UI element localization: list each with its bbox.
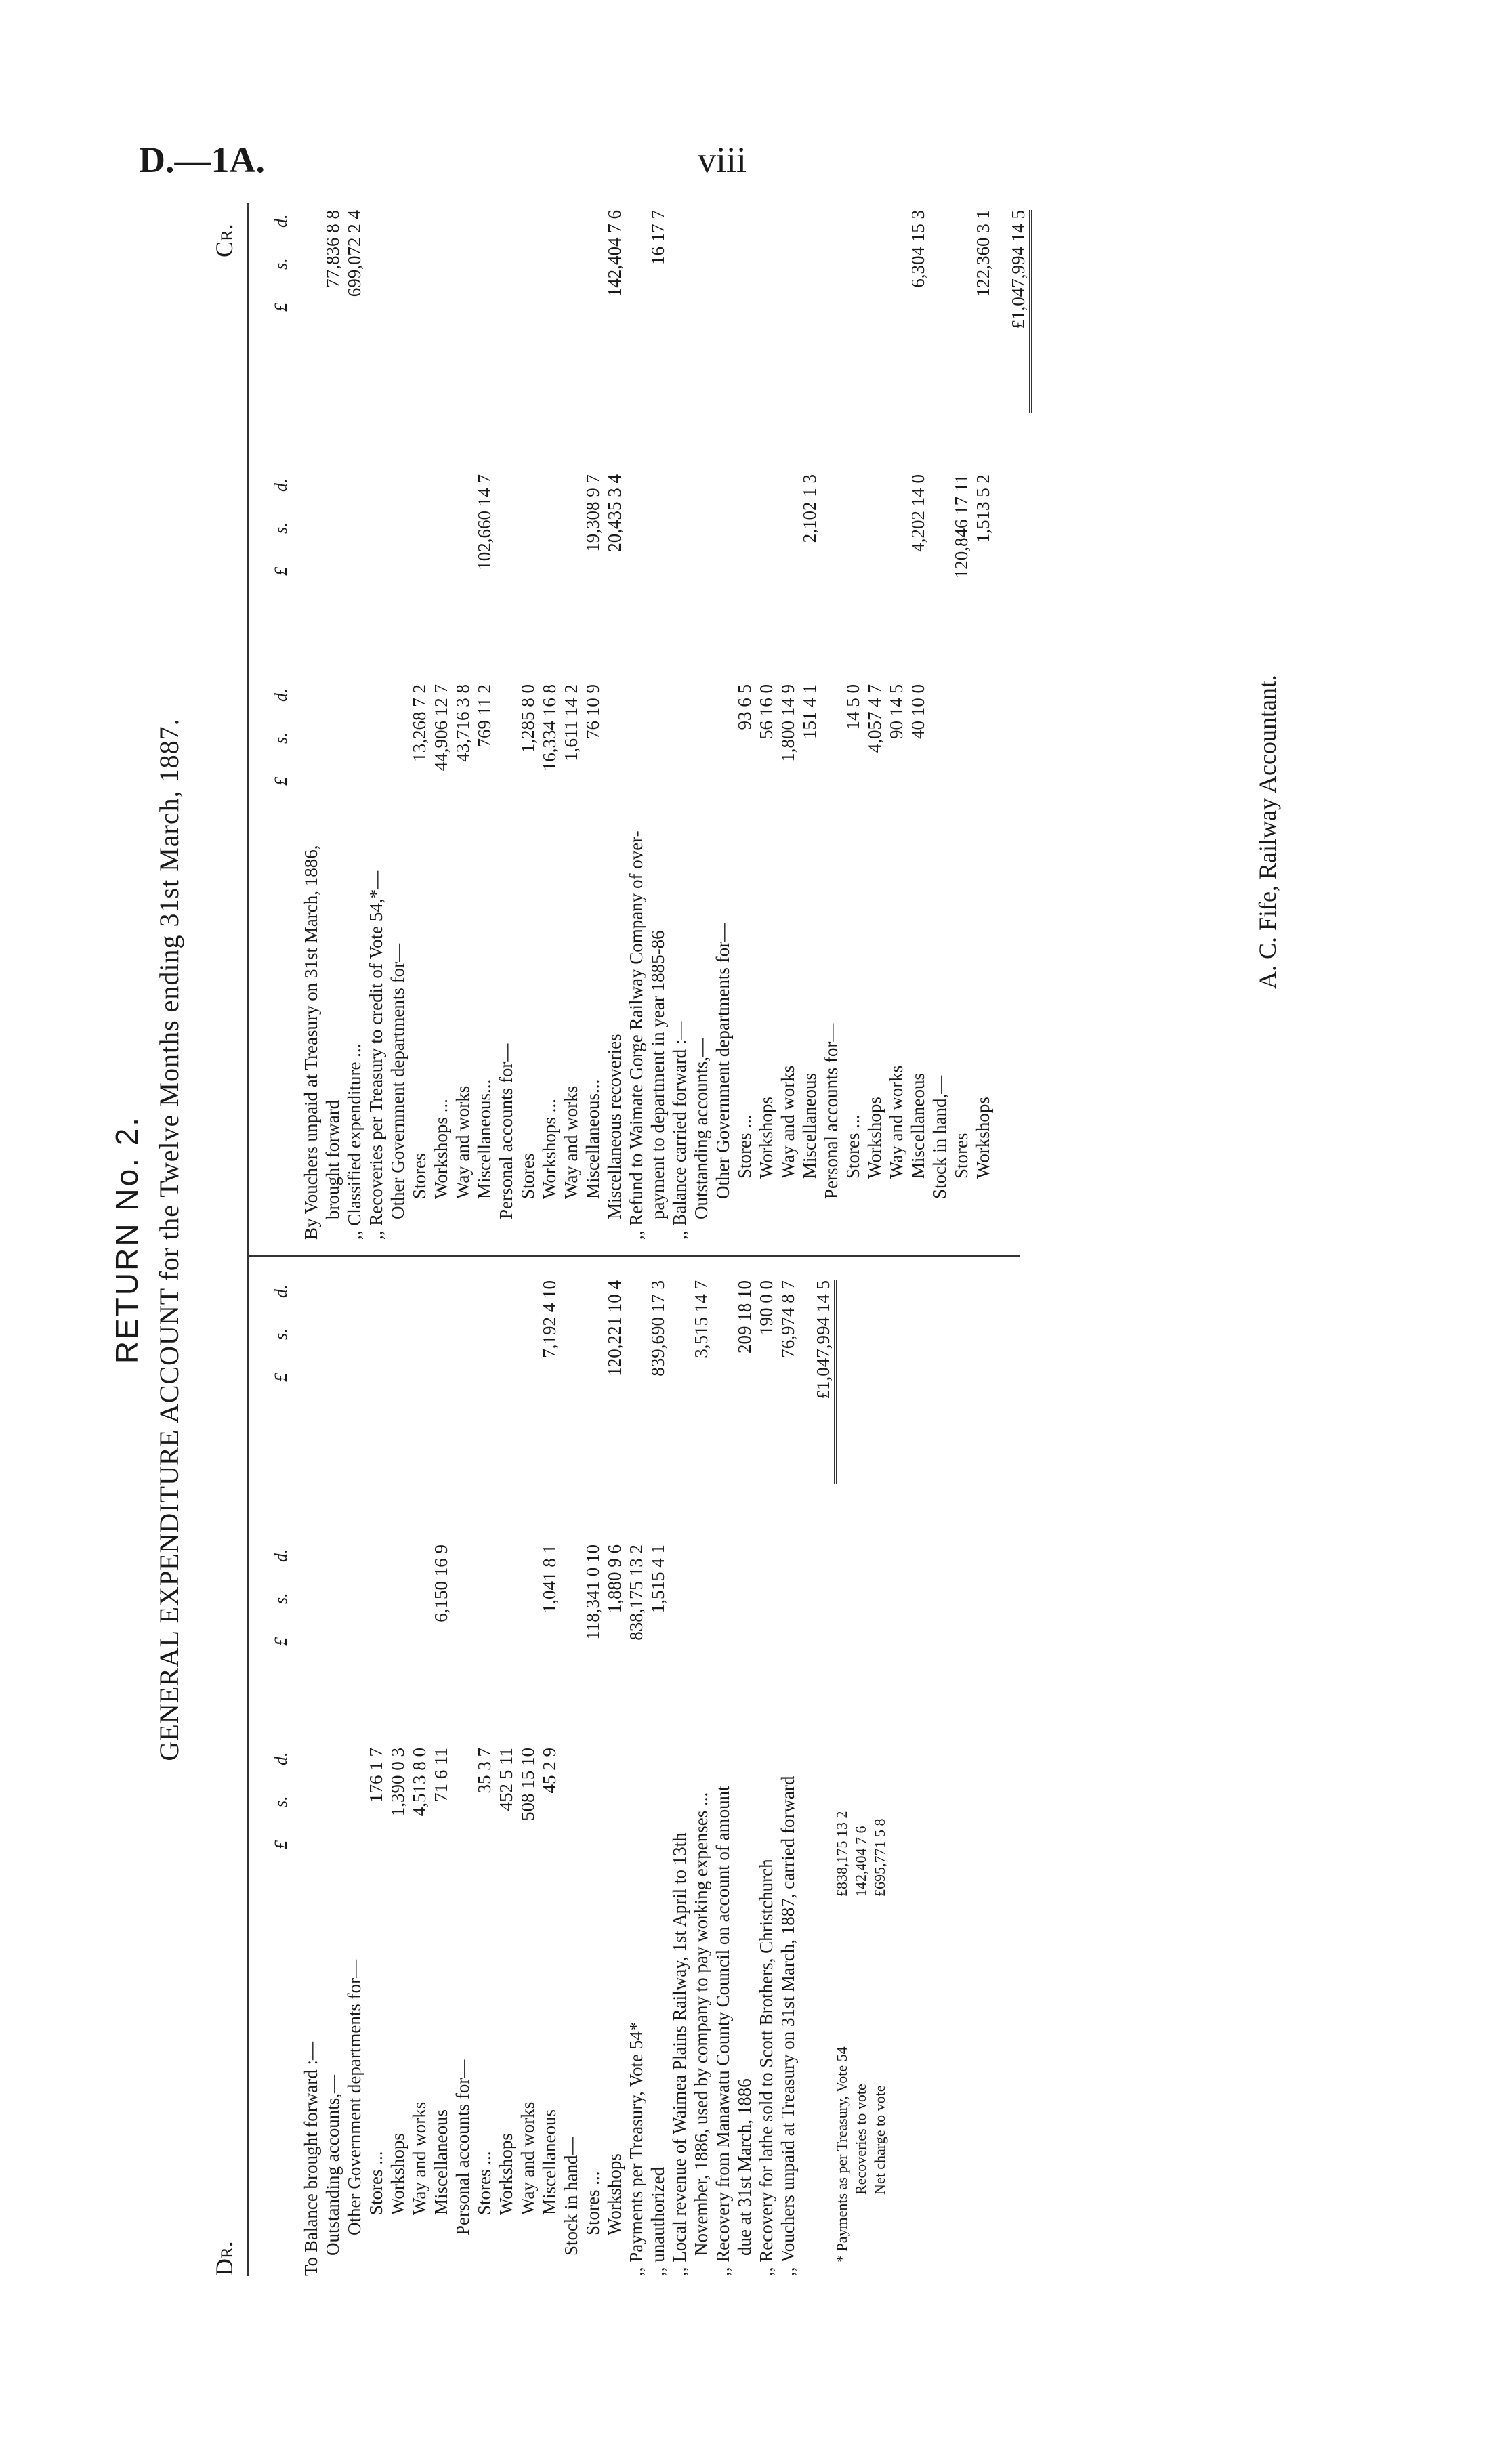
dr-col-heading: s. xyxy=(271,1796,291,1807)
cr-amount: 699,072 2 4 xyxy=(344,210,364,297)
cr-amount: 13,268 7 2 xyxy=(409,684,429,762)
dr-amount: 118,341 0 10 xyxy=(583,1544,603,1640)
cr-row-label: ,, Classified expenditure ... xyxy=(344,1043,364,1240)
dr-footnote-label: Recoveries to vote xyxy=(852,2084,869,2195)
cr-row-label: Way and works xyxy=(453,1085,473,1199)
dr-row-label: Other Government departments for— xyxy=(344,1959,364,2235)
cr-amount: 44,906 12 7 xyxy=(431,684,451,772)
cr-amount: 4,202 14 0 xyxy=(908,474,928,552)
dr-row-label: Miscellaneous xyxy=(539,2109,560,2215)
dr-amount: 4,513 8 0 xyxy=(409,1748,429,1817)
dr-amount: 1,880 9 6 xyxy=(604,1544,625,1614)
return-title: RETURN No. 2. xyxy=(109,1115,144,1364)
cr-amount: 4,057 4 7 xyxy=(864,684,885,753)
dr-row-label: Stores ... xyxy=(474,2151,495,2215)
dr-row-label: Workshops xyxy=(387,2133,408,2215)
expenditure-account-sheet xyxy=(108,203,1321,2276)
dr-col-heading: s. xyxy=(271,1593,291,1604)
cr-amount: 6,304 15 3 xyxy=(908,210,928,288)
cr-row-label: Stores xyxy=(518,1153,538,1199)
dr-amount: 120,221 10 4 xyxy=(604,1280,625,1376)
dr-col-heading: d. xyxy=(271,1549,291,1562)
cr-row-label: Stores xyxy=(409,1153,429,1199)
dr-footnote-label: Net charge to vote xyxy=(871,2085,888,2195)
cr-row-label: Way and works xyxy=(886,1065,906,1179)
cr-amount: 122,360 3 1 xyxy=(973,210,993,297)
cr-amount: 90 14 5 xyxy=(886,684,906,739)
cr-row-label: ,, Recoveries per Treasury to credit of Vote 54,*— xyxy=(366,870,386,1240)
cr-amount: 43,716 3 8 xyxy=(453,684,473,762)
dr-row-label: Miscellaneous xyxy=(431,2109,451,2215)
dr-col-heading: d. xyxy=(271,1284,291,1298)
dr-col-heading: s. xyxy=(271,1328,291,1340)
cr-col-heading: s. xyxy=(271,522,291,534)
cr-amount: 20,435 3 4 xyxy=(604,474,625,552)
dr-row-label: Way and works xyxy=(518,2101,538,2215)
cr-row-label: Miscellaneous xyxy=(908,1073,928,1179)
cr-amount: 40 10 0 xyxy=(908,684,928,739)
debit-side-label: Dr. xyxy=(211,2241,238,2276)
cr-row-label: Way and works xyxy=(778,1065,798,1179)
cr-col-heading: £ xyxy=(271,567,291,576)
header-rule xyxy=(247,203,249,2276)
document-reference: D.—1A. xyxy=(139,140,265,180)
cr-col-heading: s. xyxy=(271,732,291,744)
cr-row-label: Workshops xyxy=(973,1097,993,1179)
dr-row-label: Way and works xyxy=(409,2101,429,2215)
dr-row-label: ,, Payments per Treasury, Vote 54* xyxy=(626,2021,646,2276)
cr-amount: 93 6 5 xyxy=(734,684,755,730)
dr-col-heading: d. xyxy=(271,1752,291,1765)
cr-row-label: ,, Balance carried forward :— xyxy=(669,1021,690,1240)
cr-amount: 56 16 0 xyxy=(756,684,776,739)
dr-row-label: due at 31st March, 1886 xyxy=(734,2078,755,2256)
cr-row-label: By Vouchers unpaid at Treasury on 31st March, 1886, xyxy=(301,845,321,1240)
cr-amount: 14 5 0 xyxy=(843,684,863,730)
dr-row-label: ,, Recovery for lathe sold to Scott Brothers, Christchurch xyxy=(756,1859,776,2276)
cr-row-label: ,, Refund to Waimate Gorge Railway Company of over- xyxy=(626,830,646,1240)
dr-row-label: Outstanding accounts,— xyxy=(322,2075,343,2256)
cr-row-label: Workshops ... xyxy=(431,1099,451,1199)
dr-row-label: November, 1886, used by company to pay working expenses ... xyxy=(691,1792,711,2256)
cr-row-label: Miscellaneous xyxy=(799,1073,820,1179)
cr-amount: 102,660 14 7 xyxy=(474,474,495,570)
dr-footnote-label: * Payments as per Treasury, Vote 54 xyxy=(833,2046,850,2263)
dr-footnote-amount: £695,771 5 8 xyxy=(871,1818,888,1897)
dr-amount: 76,974 8 7 xyxy=(778,1280,798,1358)
dr-amount: 7,192 4 10 xyxy=(539,1280,560,1358)
cr-col-heading: d. xyxy=(271,214,291,228)
cr-row-label: Outstanding accounts,— xyxy=(691,1038,711,1219)
cr-row-label: Stock in hand,— xyxy=(929,1075,950,1199)
dr-amount: 452 5 11 xyxy=(496,1748,516,1811)
cr-row-label: Stores xyxy=(951,1133,971,1179)
cr-row-label: Miscellaneous recoveries xyxy=(604,1034,625,1219)
cr-row-label: Workshops xyxy=(864,1097,885,1179)
dr-row-label: Personal accounts for— xyxy=(453,2059,473,2235)
dr-amount: 1,515 4 1 xyxy=(648,1544,668,1614)
dr-amount: 190 0 0 xyxy=(756,1280,776,1335)
dr-amount: 209 18 10 xyxy=(734,1280,755,1353)
dr-amount: 45 2 9 xyxy=(539,1748,560,1794)
cr-row-label: Way and works xyxy=(561,1085,581,1199)
dr-amount: 839,690 17 3 xyxy=(648,1280,668,1376)
cr-amount: 16 17 7 xyxy=(648,210,668,265)
dr-row-label: Workshops xyxy=(496,2133,516,2215)
cr-row-label: Workshops xyxy=(756,1097,776,1179)
cr-total: £1,047,994 14 5 xyxy=(1008,210,1032,413)
dr-amount: 71 6 11 xyxy=(431,1748,451,1802)
cr-amount: 142,404 7 6 xyxy=(604,210,625,297)
cr-row-label: Workshops ... xyxy=(539,1099,560,1199)
dr-amount: 6,150 16 9 xyxy=(431,1544,451,1622)
dr-row-label: ,, Vouchers unpaid at Treasury on 31st March, 1887, carried forward xyxy=(778,1775,798,2276)
dr-footnote-amount: £838,175 13 2 xyxy=(833,1811,850,1897)
dr-row-label: Stock in hand— xyxy=(561,2137,581,2256)
cr-row-label: Personal accounts for— xyxy=(496,1043,516,1219)
cr-row-label: Personal accounts for— xyxy=(821,1023,841,1199)
cr-amount: 2,102 1 3 xyxy=(799,474,820,543)
cr-row-label: Other Government departments for— xyxy=(387,943,408,1219)
cr-row-label: Miscellaneous... xyxy=(474,1079,495,1199)
cr-col-heading: £ xyxy=(271,303,291,312)
cr-amount: 769 11 2 xyxy=(474,684,495,748)
dr-col-heading: £ xyxy=(271,1373,291,1382)
dr-amount: 1,390 0 3 xyxy=(387,1748,408,1817)
cr-col-heading: d. xyxy=(271,688,291,702)
cr-amount: 16,334 16 8 xyxy=(539,684,560,772)
dr-row-label: ,, Recovery from Manawatu County Council on account of amount xyxy=(713,1786,733,2276)
cr-row-label: Stores ... xyxy=(843,1114,863,1179)
cr-amount: 120,846 17 11 xyxy=(951,474,971,579)
cr-amount: 19,308 9 7 xyxy=(583,474,603,552)
dr-amount: 838,175 13 2 xyxy=(626,1544,646,1641)
account-title: GENERAL EXPENDITURE ACCOUNT for the Twelve Months ending 31st March, 1887. xyxy=(154,718,184,1761)
cr-row-label: Miscellaneous... xyxy=(583,1079,603,1199)
dr-row-label: Stores ... xyxy=(583,2171,603,2235)
cr-amount: 1,611 14 2 xyxy=(561,684,581,761)
cr-amount: 76 10 9 xyxy=(583,684,603,739)
cr-row-label: payment to department in year 1885-86 xyxy=(648,930,668,1219)
dr-amount: 35 3 7 xyxy=(474,1748,495,1794)
signature: A. C. Fife, Railway Accountant. xyxy=(1254,675,1281,989)
center-divider xyxy=(247,1255,1020,1257)
cr-row-label: Stores ... xyxy=(734,1114,755,1179)
cr-col-heading: d. xyxy=(271,478,291,492)
cr-col-heading: s. xyxy=(271,258,291,270)
cr-amount: 151 4 1 xyxy=(799,684,820,739)
dr-footnote-amount: 142,404 7 6 xyxy=(852,1826,869,1897)
dr-row-label: Workshops xyxy=(604,2153,625,2235)
cr-row-label: Other Government departments for— xyxy=(713,923,733,1199)
cr-amount: 77,836 8 8 xyxy=(322,210,343,288)
cr-col-heading: £ xyxy=(271,777,291,786)
cr-amount: 1,513 5 2 xyxy=(973,474,993,543)
dr-amount: 3,515 14 7 xyxy=(691,1280,711,1358)
dr-amount: 1,041 8 1 xyxy=(539,1544,560,1614)
dr-row-label: Stores ... xyxy=(366,2151,386,2215)
dr-row-label: ,, Local revenue of Waimea Plains Railway, 1st April to 13th xyxy=(669,1832,690,2276)
dr-amount: 176 1 7 xyxy=(366,1748,386,1803)
cr-amount: 1,800 14 9 xyxy=(778,684,798,762)
dr-total: £1,047,994 14 5 xyxy=(813,1280,837,1484)
cr-row-label: brought forward xyxy=(322,1099,343,1219)
dr-row-label: To Balance brought forward :— xyxy=(301,2041,321,2276)
credit-side-label: Cr. xyxy=(211,224,238,257)
dr-amount: 508 15 10 xyxy=(518,1748,538,1821)
dr-col-heading: £ xyxy=(271,1840,291,1849)
dr-col-heading: £ xyxy=(271,1637,291,1646)
page-number: viii xyxy=(698,140,747,180)
cr-amount: 1,285 8 0 xyxy=(518,684,538,753)
dr-row-label: ,, unauthorized xyxy=(648,2166,668,2276)
